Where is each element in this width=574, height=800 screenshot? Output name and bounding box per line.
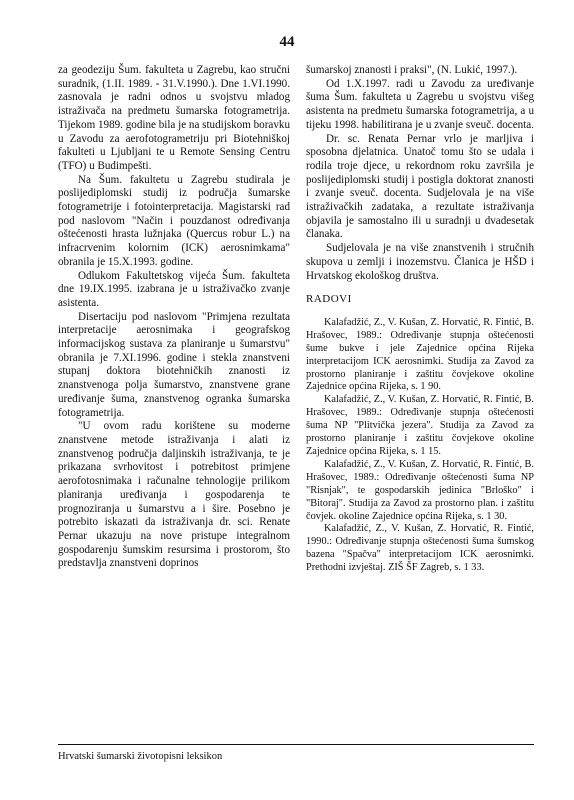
running-footer: Hrvatski šumarski životopisni leksikon — [58, 751, 223, 762]
paragraph: za geodeziju Šum. fakulteta u Zagrebu, kao stručni suradnik, (1.II. 1989. - 31.V.1990.). Dne 1.VI.1990. zasnovala je radni odnos u svojstvu mladog istraživača na predmetu šumarska fotogrametrija. Tijekom 1989. godine bila je na studijskom boravku u Zavodu za aerofotogrametriju pri Biotehniškoj fakulteti u Ljubljani te u Remote Sensing Centru (TFO) u Budimpešti. — [58, 64, 290, 172]
paragraph: "U ovom radu korištene su moderne znanstvene metode istraživanja i alati iz znanstvenog područja daljinskih istraživanja, te je prikazana svrhovitost i potrebitost primjene aerofotosnimaka i računalne tehnologije prilikom planiranja uređivanja i gospodarenja te prognoziranja u šumarstvu a i šire. Posebno je potrebito iskazati da istraživanja dr. sci. Renate Pernar ukazuju na nove pristupe integralnom gospodarenju šumskim resursima i prostorom, što predstavlja znanstveni doprinos — [58, 420, 290, 570]
right-column — [306, 64, 534, 575]
reference-item: Kalafadžić, Z., V. Kušan, Z. Horvatić, R. Fintić, B. Hrašovec, 1989.: Određivanje stupnja oštećenosti šuma NP "Plitvička jezera". Studija za Zavod za prostorno planiranje i zaštitu čovjekove okoline Zajednice općina Rijeka, s. 1 15. — [306, 394, 534, 458]
page-number: 44 — [279, 34, 295, 50]
reference-item: Kalafadžić, Z., V. Kušan, Z. Horvatić, R. Fintić, B. Hrašovec, 1989.: Određivanje oštećenosti šuma NP "Risnjak", te gospodarskih jedinica "Brloško" i "Bitoraj". Studija za Zavod za prostorno plan. i zaštitu čovjek. okoline Zajednice općina Rijeka, s. 1 30. — [306, 458, 534, 522]
reference-item: Kalafadžić, Z., V. Kušan, Z. Horvatić, R. Fintić, 1990.: Određivanje stupnja oštećenosti šuma šumskog bazena "Spačva" interpretacijom ICK aerosnimki. Prethodni izvještaj. ZIŠ ŠF Zagreb, s. 1 33. — [306, 523, 534, 574]
paragraph: Dr. sc. Renata Pernar vrlo je marljiva i sposobna djelatnica. Unatoč tomu što se udala i rodila troje djece, u rekordnom roku završila je poslijediplomski studij i postigla doktorat znanosti i zvanje sveuč. docenta. Sudjelovala je na više istraživačkih zadataka, a rezultate istraživanja objavila je samostalno ili u suradnji u dvadesetak članaka. — [306, 132, 534, 241]
reference-list — [306, 317, 534, 575]
paragraph: Disertaciju pod naslovom "Primjena rezultata interpretacije aerosnimaka i geografskog informacijskog sustava za planiranje u šumarstvu" obranila je 7.XI.1996. godine i stekla znanstveni stupanj doktora biotehničkih znanosti iz znanstvenoga polja šumarstvo, znanstvene grane uređivanje šuma, znanstvenog ogranka šumarska fotogrametrija. — [58, 310, 290, 419]
paragraph: Na Šum. fakultetu u Zagrebu studirala je poslijediplomski studij iz područja šumarske fotogrametrije i fotointerpretacija. Magistarski rad pod naslovom "Način i pouzdanost određivanja oštećenosti hrasta lužnjaka (Quercus robur L.) na infracrvenim kolornim (ICK) aerosnimkama" obranila je 15.X.1993. godine. — [58, 173, 290, 268]
paragraph: Odlukom Fakultetskog vijeća Šum. fakulteta dne 19.IX.1995. izabrana je u istraživačko zvanje asistenta. — [58, 269, 290, 309]
reference-item: Kalafadžić, Z., V. Kušan, Z. Horvatić, R. Fintić, B. Hrašovec, 1989.: Određivanje stupnja oštećenosti šume bukve i jele Zajednice općina Rijeka interpretacijom ICK aerosnimki. Studija za Zavod za prostorno planiranje i zaštitu čovjekove okoline Zajednice općina Rijeka, s. 1 90. — [306, 316, 534, 393]
paragraph: Sudjelovala je na više znanstvenih i stručnih skupova u zemlji i inozemstvu. Članica je HŠD i Hrvatskog ekološkog društva. — [306, 242, 534, 282]
section-heading: RADOVI — [306, 293, 352, 306]
left-column — [58, 64, 290, 571]
footer-divider — [58, 744, 534, 745]
paragraph: šumarskoj znanosti i praksi", (N. Lukić, 1997.). — [306, 64, 518, 76]
paragraph: Od 1.X.1997. radi u Zavodu za uređivanje šuma Šum. fakulteta u Zagrebu u svojstvu višeg asistenta na predmetu šumarska fotogrametrija, a u tijeku 1998. habilitirana je u zvanje sveuč. docenta. — [306, 77, 534, 131]
